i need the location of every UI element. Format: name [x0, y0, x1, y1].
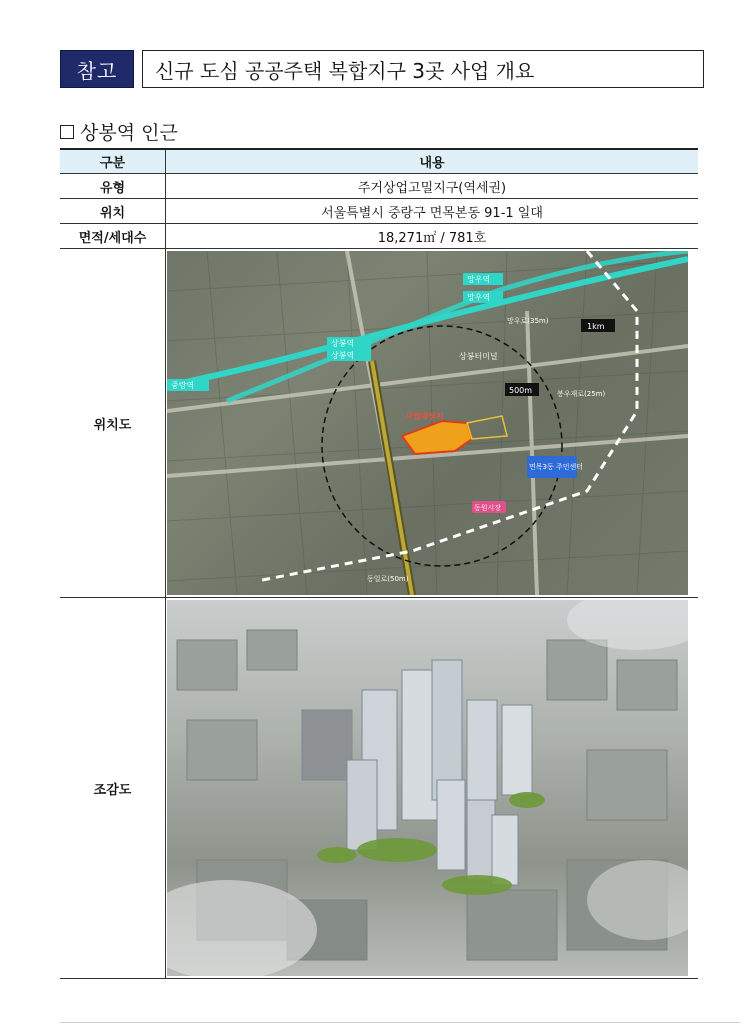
page-divider	[60, 1022, 740, 1023]
station-label: 상봉역	[331, 339, 355, 348]
table-row	[60, 249, 698, 598]
column-header: 내용	[166, 149, 699, 174]
table-row	[60, 174, 698, 199]
row-label: 위치도	[60, 249, 166, 598]
road-label: 봉우재로(25m)	[557, 390, 606, 398]
checkbox-square-icon	[60, 125, 74, 139]
location-map-svg	[167, 251, 688, 595]
radius-label: 1km	[587, 322, 605, 331]
map-label: 동원시장	[474, 504, 502, 512]
section-title: 상봉역 인근	[80, 122, 178, 144]
location-map	[167, 251, 688, 595]
row-value: 18,271㎡ / 781호	[166, 224, 699, 249]
row-label: 유형	[60, 174, 166, 199]
station-label: 망우역	[467, 293, 491, 302]
road-label: 동일로(50m)	[367, 575, 409, 583]
station-label: 망우역	[467, 275, 491, 284]
overview-table	[60, 148, 698, 979]
site-label: 사업대상지	[405, 412, 444, 421]
map-label: 면목3동 주민센터	[529, 463, 584, 471]
table-row	[60, 598, 698, 979]
road-label: 망우로(35m)	[507, 317, 549, 325]
aerial-rendering-svg	[167, 600, 688, 976]
table-row	[60, 224, 698, 249]
column-header: 구분	[60, 149, 166, 174]
station-label: 상봉역	[331, 351, 355, 360]
map-label: 상봉터미널	[459, 352, 498, 361]
section-heading	[60, 118, 178, 145]
table-row	[60, 199, 698, 224]
radius-label: 500m	[509, 386, 533, 395]
aerial-rendering	[167, 600, 688, 976]
row-label: 위치	[60, 199, 166, 224]
page-title: 신규 도심 공공주택 복합지구 3곳 사업 개요	[142, 50, 704, 88]
reference-tag: 참고	[60, 50, 134, 88]
row-value: 서울특별시 중랑구 면목본동 91-1 일대	[166, 199, 699, 224]
row-value: 주거상업고밀지구(역세권)	[166, 174, 699, 199]
header	[60, 50, 704, 88]
station-label: 중랑역	[171, 381, 195, 390]
row-label: 조감도	[60, 598, 166, 979]
table-header-row	[60, 149, 698, 174]
row-label: 면적/세대수	[60, 224, 166, 249]
